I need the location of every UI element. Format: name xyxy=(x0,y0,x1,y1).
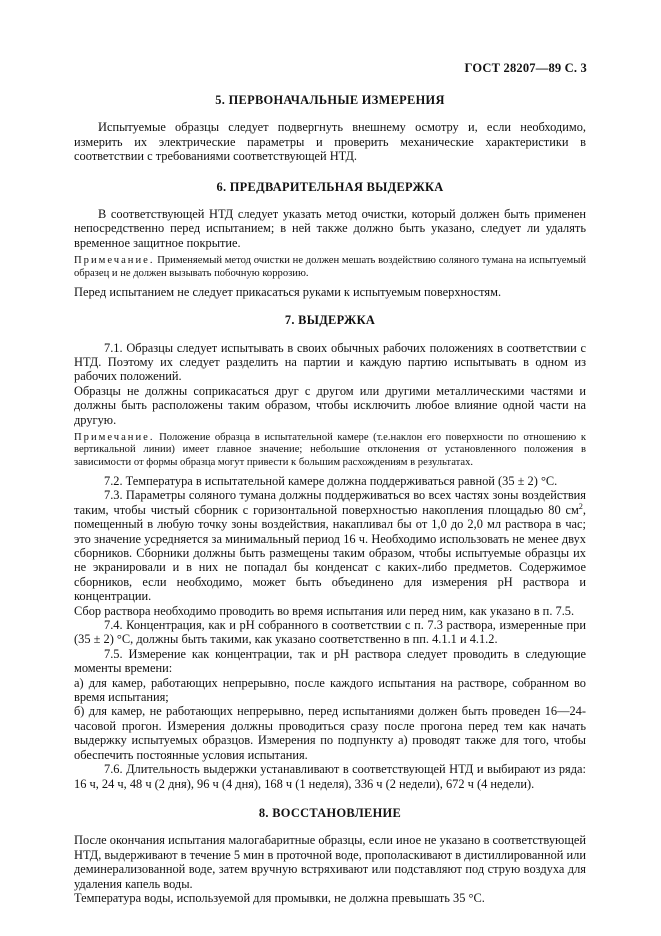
clause-7-6-text: 7.6. Длительность выдержки устанавливают в соответствующей НТД и выбирают из ряда: 16 ч, 24 ч, 48 ч (2 дня), 96 ч (4 дня), 168 ч (1 неделя), 336 ч (2 недели), 672 ч (4 недели). xyxy=(74,762,586,791)
section-8-text-2: Температура воды, используемой для промывки, не должна превышать 35 °С. xyxy=(74,890,485,905)
section-5-text: Испытуемые образцы следует подвергнуть внешнему осмотру и, если необходимо, измерить их электрические параметры и проверить механические характеристики в соответствии с требованиями соответствующей НТД. xyxy=(74,120,586,164)
page-header: ГОСТ 28207—89 С. 3 xyxy=(464,61,587,75)
section-6-text-2: Перед испытанием не следует прикасаться руками к испытуемым поверхностям. xyxy=(74,284,502,299)
clause-7-5-b xyxy=(74,704,586,762)
section-8-paragraph-2 xyxy=(74,891,586,905)
clause-7-3-c-text: Сбор раствора необходимо проводить во время испытания или перед ним, как указано в п. 7.5. xyxy=(74,603,575,618)
note-label: Примечание. xyxy=(74,255,155,267)
section-8-text-1: После окончания испытания малогабаритные образцы, если иное не указано в соответствующей НТД, выдерживают в течение 5 мин в проточной воде, прополаскивают в дистиллированной или деминерализованной воде, затем вручную встряхивают или подставляют под струю воздуха для удаления капель воды. xyxy=(74,833,586,891)
clause-7-4 xyxy=(74,618,586,647)
section-8-paragraph-1 xyxy=(74,833,586,891)
clause-7-4-text: 7.4. Концентрация, как и рН собранного в соответствии с п. 7.3 раствора, измеренные при (35 ± 2) °С, должны быть такими, как указано соответственно в пп. 4.1.1 и 4.1.2. xyxy=(74,618,586,647)
clause-7-1-b-text: Образцы не должны соприкасаться друг с другом или другими металлическими частями и должны быть расположены таким образом, чтобы исключить любое влияние одной части на другую. xyxy=(74,383,586,427)
clause-7-5-a-text: а) для камер, работающих непрерывно, после каждого испытания на растворе, собранном во время испытания; xyxy=(74,675,586,705)
clause-7-6 xyxy=(74,762,586,791)
section-7-heading: 7. ВЫДЕРЖКА xyxy=(284,313,376,328)
section-6-text-1: В соответствующей НТД следует указать метод очистки, который должен быть применен непосредственно перед испытанием; в ней также должно быть указано, следует ли удалять временное защитное покрытие. xyxy=(74,207,586,250)
clause-7-3-text-b: , помещенный в любую точку зоны воздействия, накапливал бы от 1,0 до 2,0 мл раствора в час; это значение усредняется за минимальный период 16 ч. Необходимо использовать не менее двух сборников. Сборники должны быть размещены таким образом, чтобы испытуемые образцы их не экранировали и в них не попадал бы конденсат с каких-либо предметов. Содержимое сборников, если необходимо, может быть объединено для измерения рН раствора и концентрации. xyxy=(74,502,586,604)
clause-7-5 xyxy=(74,647,586,676)
clause-7-2 xyxy=(74,474,586,488)
clause-7-3 xyxy=(74,488,586,603)
section-6-paragraph-1 xyxy=(74,207,586,250)
clause-7-3-text-a: 7.3. Параметры соляного тумана должны поддерживаться во всех частях зоны воздействия таким, чтобы чистый сборник с горизонтальной поверхностью накопления площадью 80 см xyxy=(74,488,586,517)
section-6-heading: 6. ПРЕДВАРИТЕЛЬНАЯ ВЫДЕРЖКА xyxy=(216,179,444,194)
section-8-heading: 8. ВОССТАНОВЛЕНИЕ xyxy=(258,805,402,820)
note-text: Положение образца в испытательной камере (т.е.наклон его поверхности по отношению к вертикальной линии) имеет главное значение; небольшие отклонения от установленного положения в зависимости от формы образца могут привести к большим расхождениям в результатах. xyxy=(74,432,586,468)
clause-7-5-a xyxy=(74,676,586,705)
section-5-paragraph xyxy=(74,120,586,163)
clause-7-1-b xyxy=(74,384,586,427)
page-content xyxy=(74,93,586,905)
note-label: Примечание. xyxy=(74,432,155,444)
section-6-note xyxy=(74,255,586,280)
superscript-2: 2 xyxy=(578,501,583,511)
clause-7-1 xyxy=(74,341,586,384)
section-7-note xyxy=(74,432,586,469)
clause-7-1-text: 7.1. Образцы следует испытывать в своих обычных рабочих положениях в соответствии с НТД. Поэтому их следует разделить на партии и каждую партию испытывать в одном из рабочих положений. xyxy=(74,340,586,384)
section-5-heading: 5. ПЕРВОНАЧАЛЬНЫЕ ИЗМЕРЕНИЯ xyxy=(215,93,445,107)
clause-7-3-c xyxy=(74,604,586,618)
clause-7-5-text: 7.5. Измерение как концентрации, так и рН раствора следует проводить в следующие моменты времени: xyxy=(74,646,586,676)
clause-7-5-b-text: б) для камер, не работающих непрерывно, перед испытаниями должен быть проведен 16—24-часовой прогон. Измерения должны проводиться сразу после прогона перед тем как начать выдержку испытуемых образцов. Измерения по подпункту а) проводят также для того, чтобы обеспечить постоянные условия испытания. xyxy=(74,704,586,762)
clause-7-2-text: 7.2. Температура в испытательной камере должна поддерживаться равной (35 ± 2) °С. xyxy=(104,473,558,488)
section-6-paragraph-2 xyxy=(74,285,586,299)
note-text: Применяемый метод очистки не должен мешать воздействию соляного тумана на испытуемый образец и не должен вызывать побочную коррозию. xyxy=(74,255,586,279)
